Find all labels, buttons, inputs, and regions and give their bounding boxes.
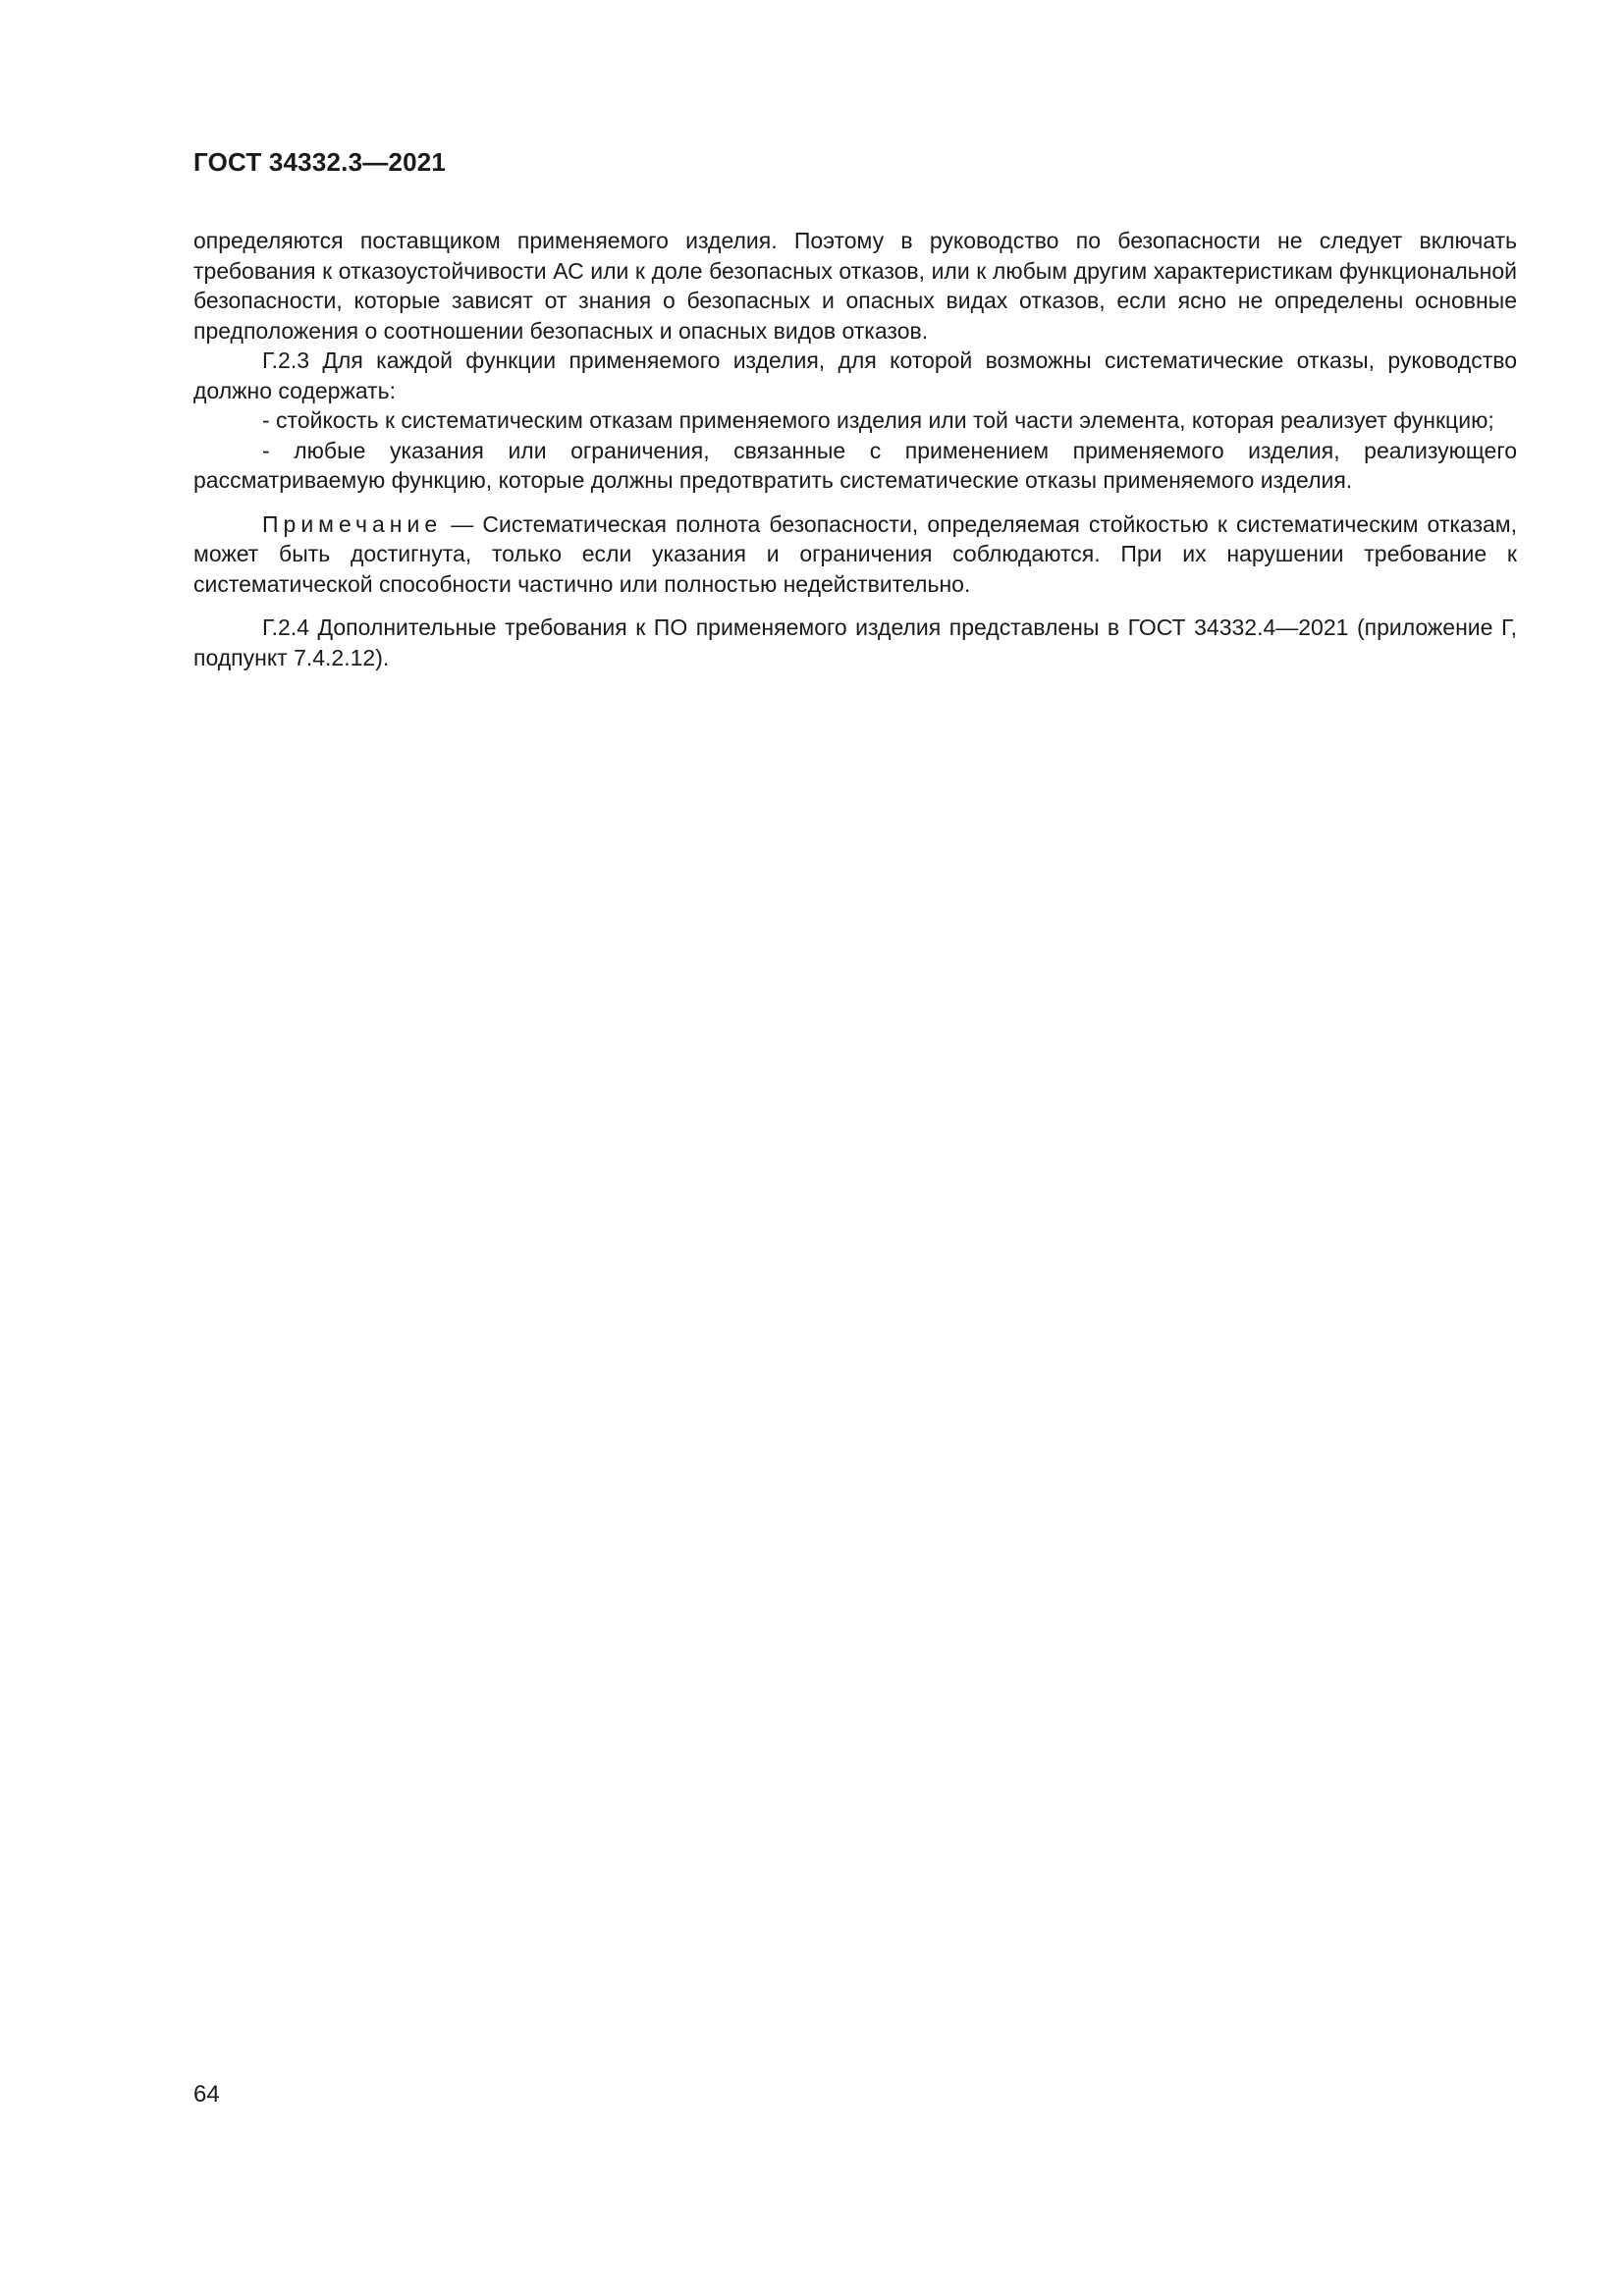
note-text: — Систематическая полнота безопасности, определяемая стойкостью к систематическим отказам, может быть достигнута, только если указания и ограничения соблюдаются. При их нарушении требование к систематической способности частично или полностью недействительно. xyxy=(193,510,1517,597)
paragraph-continuation: определяются поставщиком применяемого изделия. Поэтому в руководство по безопасности не следует включать требования к отказоустойчивости АС или к доле безопасных отказов, или к любым другим характеристикам функциональной безопасности, которые зависят от знания о безопасных и опасных видах отказов, если ясно не определены основные предположения о соотношении безопасных и опасных видов отказов. xyxy=(193,228,1517,344)
note-paragraph xyxy=(193,509,1517,600)
note-label: Примечание xyxy=(262,510,443,537)
document-header: ГОСТ 34332.3—2021 xyxy=(193,147,447,177)
list-item-resistance: - стойкость к систематическим отказам применяемого изделия или той части элемента, которая реализует функцию; xyxy=(262,407,1494,433)
list-item-restrictions: - любые указания или ограничения, связанные с применением применяемого изделия, реализующего рассматриваемую функцию, которые должны предотвратить систематические отказы применяемого изделия. xyxy=(193,437,1517,493)
paragraph-g24: Г.2.4 Дополнительные требования к ПО применяемого изделия представлены в ГОСТ 34332.4—2021 (приложение Г, подпункт 7.4.2.12). xyxy=(193,614,1517,670)
paragraph-g23: Г.2.3 Для каждой функции применяемого изделия, для которой возможны систематические отказы, руководство должно содержать: xyxy=(193,347,1517,403)
document-body xyxy=(193,226,1517,672)
page-number: 64 xyxy=(193,2081,220,2108)
